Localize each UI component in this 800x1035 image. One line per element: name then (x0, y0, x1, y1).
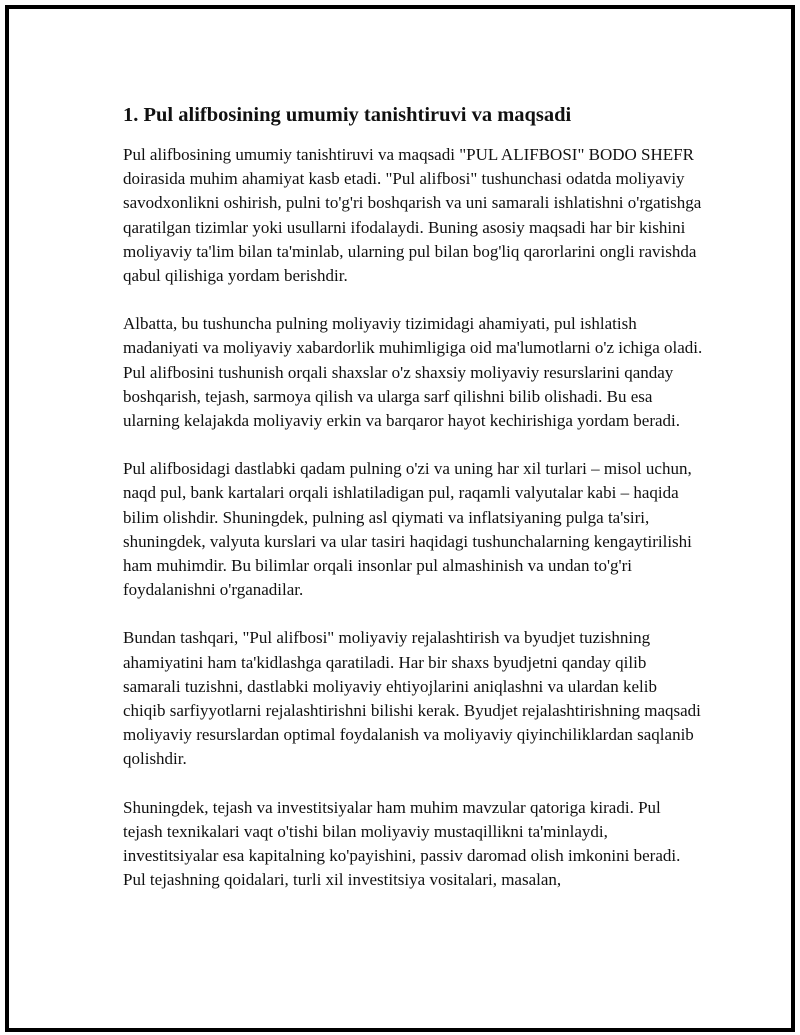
section-heading: 1. Pul alifbosining umumiy tanishtiruvi va maqsadi (123, 104, 572, 126)
paragraph-3: Pul alifbosidagi dastlabki qadam pulning o'zi va uning har xil turlari – misol uchun, naqd pul, bank kartalari orqali ishlatiladigan pul, raqamli valyutalar kabi – haqida bilim olishdir. Shuningdek, pulning asl qiymati va inflatsiyaning pulga ta'siri, shuningdek, valyuta kurslari va ular tasiri haqidagi tushunchalarning kengaytirilishi ham muhimdir. Bu bilimlar orqali insonlar pul almashinish va undan to'g'ri foydalanishni o'rganadilar. (123, 459, 692, 600)
paragraph-4: Bundan tashqari, "Pul alifbosi" moliyaviy rejalashtirish va byudjet tuzishning ahamiyatini ham ta'kidlashga qaratiladi. Har bir shaxs byudjetni qanday qilib samarali tuzishni, dastlabki moliyaviy ehtiyojlarini aniqlashni va ulardan kelib chiqib sarfiyyotlarni rejalashtirishni bilishi kerak. Byudjet rejalashtirishning maqsadi moliyaviy resurslardan optimal foydalanish va moliyaviy qiyinchiliklardan saqlanib qolishdir. (123, 628, 701, 769)
paragraph-2: Albatta, bu tushuncha pulning moliyaviy tizimidagi ahamiyati, pul ishlatish madaniyati va moliyaviy xabardorlik muhimligiga oid ma'lumotlarni o'z ichiga oladi. Pul alifbosini tushunish orqali shaxslar o'z shaxsiy moliyaviy resurslarini qanday boshqarish, tejash, sarmoya qilish va ularga sarf qilishni bilib olishadi. Bu esa ularning kelajakda moliyaviy erkin va barqaror hayot kechirishiga yordam beradi. (123, 314, 703, 431)
paragraph-5: Shuningdek, tejash va investitsiyalar ham muhim mavzular qatoriga kiradi. Pul tejash texnikalari vaqt o'tishi bilan moliyaviy mustaqillikni ta'minlaydi, investitsiyalar esa kapitalning ko'payishini, passiv daromad olish imkonini beradi. Pul tejashning qoidalari, turli xil investitsiya vositalari, masalan, (123, 797, 681, 890)
document-body (123, 102, 703, 916)
page-frame (5, 5, 795, 1032)
paragraph-1: Pul alifbosining umumiy tanishtiruvi va maqsadi "PUL ALIFBOSI" BODO SHEFR doirasida muhim ahamiyat kasb etadi. "Pul alifbosi" tushunchasi odatda moliyaviy savodxonlikni oshirish, pulni to'g'ri boshqarish va uni samarali ishlatishni o'rgatishga qaratilgan tizimlar yoki usullarni ifodalaydi. Buning asosiy maqsadi har bir kishini moliyaviy ta'lim bilan ta'minlab, ularning pul bilan bog'liq qarorlarini ongli ravishda qabul qilishiga yordam berishdir. (123, 145, 702, 286)
